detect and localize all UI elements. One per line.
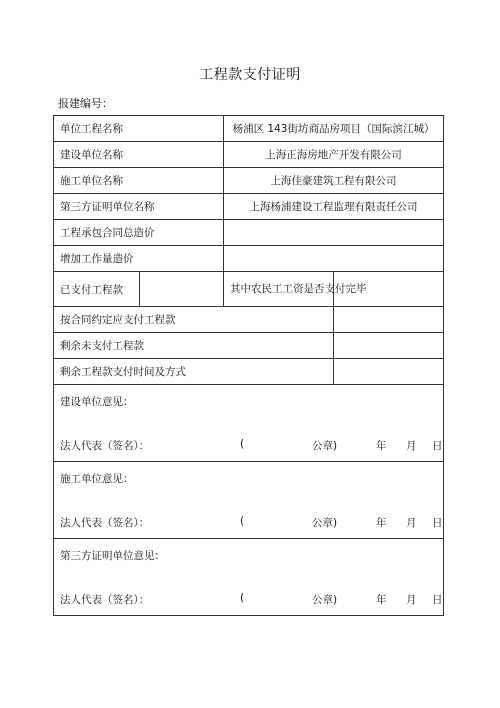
month-label: 月 (406, 594, 417, 606)
label-project-name: 单位工程名称 (54, 116, 224, 142)
seal-label: 公章) (312, 517, 338, 529)
legal-rep-label: 法人代表（签名）： (60, 517, 150, 529)
value-developer-name[interactable]: 上海正海房地产开发有限公司 (224, 142, 444, 168)
day-label: 日 (432, 594, 443, 606)
row-contractor-opinion (54, 462, 444, 539)
row-contract-total (54, 220, 444, 246)
row-remaining (54, 333, 444, 359)
label-developer-name: 建设单位名称 (54, 142, 224, 168)
month-label: 月 (406, 517, 417, 529)
label-remaining: 剩余未支付工程款 (54, 333, 334, 359)
day-label: 日 (432, 440, 443, 452)
row-third-party-opinion (54, 539, 444, 616)
legal-rep-label: 法人代表（签名）： (60, 440, 150, 452)
day-label: 日 (432, 517, 443, 529)
value-contract-due[interactable] (334, 307, 444, 333)
contractor-opinion-label: 施工单位意见： (60, 473, 134, 485)
document-title: 工程款支付证明 (199, 67, 301, 83)
row-contract-due (54, 307, 444, 333)
label-paid: 已支付工程款 (54, 272, 140, 307)
row-remaining-time (54, 359, 444, 385)
row-third-party-name (54, 194, 444, 220)
seal-label: 公章) (312, 440, 338, 452)
row-contractor-name (54, 168, 444, 194)
third-party-opinion-label: 第三方证明单位意见： (60, 550, 165, 562)
seal-open-paren: ( (240, 515, 245, 527)
label-contractor-name: 施工单位名称 (54, 168, 224, 194)
third-party-opinion-box[interactable] (54, 539, 444, 616)
seal-open-paren: ( (240, 438, 245, 450)
month-label: 月 (406, 440, 417, 452)
label-contract-total: 工程承包合同总造价 (54, 220, 224, 246)
label-added-work: 增加工作量造价 (54, 246, 224, 272)
seal-open-paren: ( (240, 592, 245, 604)
value-added-work[interactable] (224, 246, 444, 272)
payment-form-table (53, 115, 444, 616)
developer-opinion-box[interactable] (54, 385, 444, 462)
label-contract-due: 按合同约定应支付工程款 (54, 307, 334, 333)
legal-rep-label: 法人代表（签名）： (60, 594, 150, 606)
report-number-label: 报建编号： (58, 97, 113, 110)
label-wage-paid: 其中农民工工资是否支付完毕 (224, 272, 334, 307)
value-remaining-time[interactable] (334, 359, 444, 385)
row-developer-name (54, 142, 444, 168)
value-paid[interactable] (140, 272, 224, 307)
year-label: 年 (376, 517, 387, 529)
row-project-name (54, 116, 444, 142)
developer-signature-line (60, 438, 443, 452)
developer-opinion-label: 建设单位意见： (60, 396, 134, 408)
value-remaining[interactable] (334, 333, 444, 359)
label-remaining-time: 剩余工程款支付时间及方式 (54, 359, 334, 385)
value-contract-total[interactable] (224, 220, 444, 246)
contractor-opinion-box[interactable] (54, 462, 444, 539)
value-project-name[interactable]: 杨浦区 143街坊商品房项目（国际滨江城） (224, 116, 444, 142)
value-contractor-name[interactable]: 上海佳豪建筑工程有限公司 (224, 168, 444, 194)
year-label: 年 (376, 594, 387, 606)
row-paid (54, 272, 444, 307)
contractor-signature-line (60, 515, 443, 529)
seal-label: 公章) (312, 594, 338, 606)
third-party-signature-line (60, 592, 443, 606)
row-added-work (54, 246, 444, 272)
row-developer-opinion (54, 385, 444, 462)
year-label: 年 (376, 440, 387, 452)
label-third-party-name: 第三方证明单位名称 (54, 194, 224, 220)
value-third-party-name[interactable]: 上海杨浦建设工程监理有限责任公司 (224, 194, 444, 220)
